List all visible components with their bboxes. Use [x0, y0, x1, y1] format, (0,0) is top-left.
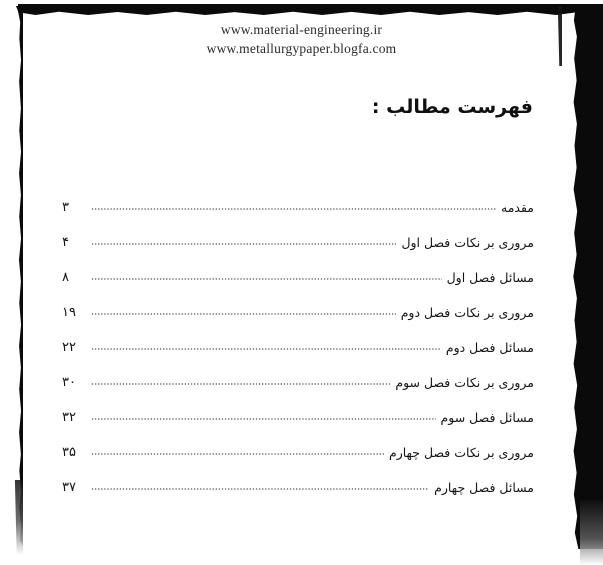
toc-leader-dots	[91, 242, 396, 246]
scan-border-left-fade-icon	[14, 480, 23, 555]
toc-entry-label: مسائل فصل سوم	[440, 410, 534, 425]
toc-entry-row	[62, 427, 534, 462]
toc-entry-page-number: ۸	[62, 270, 69, 285]
toc-entry-row	[62, 462, 534, 497]
toc-entry-row	[62, 182, 534, 217]
toc-entry-page-number: ۳۷	[62, 480, 76, 495]
scan-border-left-icon	[16, 6, 23, 546]
toc-entry-label: مروری بر نکات فصل سوم	[395, 375, 534, 390]
toc-entry-row	[62, 217, 534, 252]
scan-border-top-icon	[18, 4, 603, 15]
toc-entry-row	[62, 252, 534, 287]
site-url-line-1: www.material-engineering.ir	[220, 22, 383, 37]
toc-entry-page-number: ۴	[62, 235, 69, 250]
toc-leader-dots	[91, 487, 429, 491]
toc-entry-row	[62, 287, 534, 322]
toc-entry-label: مروری بر نکات فصل چهارم	[388, 445, 534, 460]
scan-border-right-fade-icon	[580, 500, 603, 565]
toc-entry-row	[62, 357, 534, 392]
toc-leader-dots	[91, 347, 441, 351]
toc-leader-dots	[91, 382, 390, 386]
toc-entry-page-number: ۳۰	[62, 375, 76, 390]
toc-entry-page-number: ۱۹	[62, 305, 76, 320]
toc-entry-row	[62, 392, 534, 427]
toc-entry-page-number: ۲۲	[62, 340, 76, 355]
site-url-line-2: www.metallurgypaper.blogfa.com	[206, 41, 397, 56]
table-of-contents-list	[62, 182, 534, 497]
toc-leader-dots	[91, 277, 442, 281]
toc-entry-label: مسائل فصل دوم	[445, 340, 534, 355]
toc-entry-page-number: ۳۵	[62, 445, 76, 460]
toc-entry-page-number: ۳۲	[62, 410, 76, 425]
toc-leader-dots	[91, 312, 396, 316]
toc-entry-label: مقدمه	[501, 200, 534, 215]
toc-leader-dots	[91, 452, 384, 456]
scan-border-right-icon	[573, 4, 603, 549]
toc-entry-row	[62, 322, 534, 357]
toc-entry-label: مسائل فصل اول	[446, 270, 534, 285]
site-url-header	[0, 20, 603, 58]
toc-leader-dots	[91, 417, 436, 421]
toc-entry-page-number: ۳	[62, 200, 69, 215]
toc-leader-dots	[91, 207, 496, 211]
page-title: فهرست مطالب :	[371, 96, 533, 118]
toc-entry-label: مروری بر نکات فصل دوم	[400, 305, 534, 320]
toc-entry-label: مروری بر نکات فصل اول	[401, 235, 534, 250]
toc-entry-label: مسائل فصل چهارم	[434, 480, 534, 495]
